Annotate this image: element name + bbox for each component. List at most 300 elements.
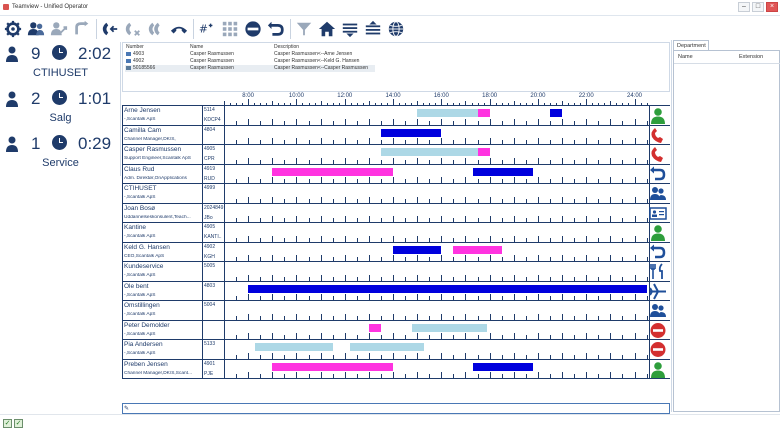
row-tick	[381, 121, 382, 125]
person-extension: 4905	[204, 224, 216, 230]
group-icon	[649, 302, 667, 319]
row-tick	[538, 353, 539, 359]
row-tick	[393, 236, 394, 242]
row-tick	[321, 197, 322, 203]
row-tick	[284, 355, 285, 359]
row-tick	[586, 216, 587, 222]
status-indicator[interactable]	[649, 283, 667, 300]
row-tick	[345, 197, 346, 203]
person-extension: 4999	[204, 185, 216, 191]
row-tick	[574, 160, 575, 164]
row-tick	[393, 138, 394, 144]
row-tick	[478, 199, 479, 203]
person-available-icon	[649, 361, 667, 378]
person-department: Support Engineer,Scantalk ApS	[124, 156, 191, 161]
row-tick	[574, 316, 575, 320]
schedule-bar-blue[interactable]	[473, 363, 533, 371]
row-tick	[478, 316, 479, 320]
row-tick	[622, 316, 623, 320]
row-tick	[296, 353, 297, 359]
row-tick	[610, 255, 611, 261]
home-button[interactable]	[316, 18, 338, 40]
call-number[interactable]: 50185566	[133, 65, 156, 71]
row-tick	[429, 374, 430, 378]
row-tick	[417, 353, 418, 359]
row-tick	[647, 335, 648, 339]
minimize-button[interactable]: –	[738, 2, 750, 12]
row-tick	[381, 160, 382, 164]
status-indicator[interactable]	[649, 166, 667, 183]
row-tick	[635, 158, 636, 164]
row-tick	[321, 216, 322, 222]
row-tick	[417, 236, 418, 242]
transfer-button[interactable]	[48, 18, 70, 40]
status-indicator[interactable]	[649, 361, 667, 378]
row-tick	[478, 121, 479, 125]
keypad-button[interactable]	[219, 18, 241, 40]
schedule-bar-lightblue[interactable]	[417, 109, 477, 117]
row-tick	[381, 218, 382, 222]
row-tick	[296, 119, 297, 125]
person-extension: 5004	[204, 302, 216, 308]
row-tick	[296, 294, 297, 300]
status-indicator[interactable]	[649, 205, 667, 222]
row-tick	[441, 138, 442, 144]
row-tick	[236, 296, 237, 300]
row-tick	[345, 119, 346, 125]
person-row[interactable]	[122, 321, 670, 341]
settings-button[interactable]	[2, 18, 24, 40]
column-header-number[interactable]: Number	[126, 44, 144, 50]
phone-busy-icon	[649, 127, 667, 144]
schedule-bar-blue[interactable]	[381, 129, 441, 137]
row-tick	[526, 257, 527, 261]
conference-button[interactable]	[145, 18, 167, 40]
row-tick	[647, 316, 648, 320]
row-tick	[538, 236, 539, 242]
row-tick	[622, 374, 623, 378]
status-indicator[interactable]	[649, 224, 667, 241]
person-row[interactable]	[122, 340, 670, 360]
person-row[interactable]	[122, 243, 670, 263]
call-name[interactable]: Casper Rasmussen	[190, 58, 234, 64]
call-description[interactable]: Casper Rasmussen<--Keld G. Hansen	[274, 58, 360, 64]
schedule-bar-magenta[interactable]	[478, 109, 490, 117]
row-tick	[453, 316, 454, 320]
app-icon	[3, 4, 9, 10]
row-tick	[490, 353, 491, 359]
row-tick	[333, 355, 334, 359]
row-tick	[369, 236, 370, 242]
row-tick	[574, 179, 575, 183]
row-tick	[357, 316, 358, 320]
schedule-bar-magenta[interactable]	[272, 168, 393, 176]
sort-down-button[interactable]	[339, 18, 361, 40]
check-icon[interactable]: ✓	[4, 420, 11, 427]
row-tick	[429, 277, 430, 281]
queue-item[interactable]	[0, 132, 121, 175]
status-indicator[interactable]	[649, 244, 667, 261]
person-row[interactable]	[122, 282, 670, 302]
row-tick	[224, 236, 225, 242]
window-title: Teamview - Unified Operator	[12, 4, 89, 10]
lunch-icon	[649, 263, 667, 280]
row-tick	[550, 257, 551, 261]
queue-name: Salg	[49, 112, 72, 124]
row-tick	[453, 199, 454, 203]
person-name: Peter Demolder	[124, 321, 170, 329]
person-row[interactable]	[122, 184, 670, 204]
row-tick	[490, 333, 491, 339]
row-tick	[333, 121, 334, 125]
row-tick	[369, 275, 370, 281]
row-tick	[321, 119, 322, 125]
row-tick	[586, 177, 587, 183]
person-department: Uddannelseskonsulent,Teach...	[124, 214, 191, 220]
call-list	[122, 42, 670, 92]
row-tick	[248, 294, 249, 300]
row-tick	[550, 335, 551, 339]
person-row[interactable]	[122, 301, 670, 321]
row-tick	[309, 238, 310, 242]
row-tick	[417, 177, 418, 183]
row-tick	[647, 218, 648, 222]
person-department: Channel Manager,DK/S,Scant...	[124, 370, 192, 376]
row-tick	[514, 236, 515, 242]
person-row[interactable]	[122, 165, 670, 185]
status-indicator[interactable]	[649, 185, 667, 202]
row-tick	[647, 140, 648, 144]
row-tick	[502, 238, 503, 242]
sort-up-button[interactable]	[362, 18, 384, 40]
row-tick	[321, 255, 322, 261]
airplane-icon	[649, 283, 667, 300]
row-tick	[357, 335, 358, 339]
row-tick	[393, 333, 394, 339]
status-indicator[interactable]	[649, 107, 667, 124]
row-tick	[538, 216, 539, 222]
sort-up-icon	[364, 20, 382, 38]
row-tick	[296, 255, 297, 261]
row-tick	[429, 199, 430, 203]
check-icon[interactable]: ✓	[15, 420, 22, 427]
row-tick	[284, 257, 285, 261]
call-name[interactable]: Casper Rasmussen	[190, 51, 234, 57]
header-divider	[674, 63, 780, 64]
schedule-bar-lightblue[interactable]	[255, 343, 332, 351]
person-name: Arne Jensen	[124, 107, 161, 114]
row-tick	[417, 333, 418, 339]
row-tick	[272, 275, 273, 281]
person-row[interactable]	[122, 145, 670, 165]
row-tick	[224, 333, 225, 339]
row-tick	[550, 355, 551, 359]
search-input[interactable]	[122, 403, 670, 414]
column-header-description[interactable]: Description	[274, 44, 300, 50]
hangup-button[interactable]	[168, 18, 190, 40]
row-tick	[562, 255, 563, 261]
row-tick	[465, 177, 466, 183]
column-header-name[interactable]: Name	[678, 54, 693, 60]
schedule-bar-magenta[interactable]	[369, 324, 381, 332]
row-tick	[514, 353, 515, 359]
row-tick	[465, 275, 466, 281]
queue-item[interactable]	[0, 42, 121, 85]
schedule-bar-blue[interactable]	[473, 168, 533, 176]
row-tick	[538, 158, 539, 164]
row-tick	[429, 160, 430, 164]
row-tick	[236, 140, 237, 144]
row-tick	[260, 121, 261, 125]
row-tick	[333, 277, 334, 281]
row-tick	[224, 138, 225, 144]
divert-button[interactable]	[265, 18, 287, 40]
person-department: -,Scantalk ApS	[124, 292, 156, 298]
phone-icon	[126, 66, 131, 70]
keypad-icon	[221, 20, 239, 38]
row-tick	[393, 372, 394, 378]
row-tick	[369, 197, 370, 203]
row-tick	[490, 255, 491, 261]
person-row[interactable]	[122, 223, 670, 243]
status-indicator[interactable]	[649, 322, 667, 339]
row-tick	[550, 179, 551, 183]
row-tick	[248, 119, 249, 125]
row-tick	[284, 374, 285, 378]
person-row[interactable]	[122, 106, 670, 126]
row-tick	[272, 177, 273, 183]
row-tick	[526, 316, 527, 320]
row-tick	[526, 355, 527, 359]
reject-button[interactable]	[122, 18, 144, 40]
schedule-bar-lightblue[interactable]	[381, 148, 478, 156]
person-initials: JBo	[204, 214, 213, 221]
redirect-icon	[73, 20, 91, 38]
person-extension: 2024849	[204, 204, 224, 211]
row-tick	[236, 238, 237, 242]
call-name[interactable]: Casper Rasmussen	[190, 65, 234, 71]
person-extension: 4804	[204, 126, 216, 133]
row-tick	[369, 333, 370, 339]
row-tick	[538, 314, 539, 320]
row-tick	[622, 277, 623, 281]
row-tick	[357, 355, 358, 359]
row-tick	[272, 138, 273, 144]
redirect-button[interactable]	[71, 18, 93, 40]
row-tick	[309, 199, 310, 203]
row-tick	[586, 236, 587, 242]
person-row[interactable]	[122, 126, 670, 146]
row-tick	[309, 218, 310, 222]
row-tick	[598, 199, 599, 203]
person-row[interactable]	[122, 204, 670, 224]
row-tick	[550, 277, 551, 281]
row-tick	[357, 257, 358, 261]
row-tick	[345, 177, 346, 183]
row-tick	[490, 294, 491, 300]
person-department: Adm. Direktør,OnApplications	[124, 175, 187, 181]
schedule-bar-blue[interactable]	[393, 246, 441, 254]
do-not-disturb-icon	[649, 341, 667, 358]
row-tick	[284, 296, 285, 300]
call-description[interactable]: Casper Rasmussen<--Arne Jensen	[274, 51, 353, 57]
row-tick	[465, 333, 466, 339]
row-tick	[562, 294, 563, 300]
status-indicator[interactable]	[649, 263, 667, 280]
row-tick	[405, 199, 406, 203]
row-tick	[465, 216, 466, 222]
row-tick	[369, 138, 370, 144]
row-tick	[514, 333, 515, 339]
row-tick	[272, 333, 273, 339]
row-tick	[405, 121, 406, 125]
person-row[interactable]	[122, 262, 670, 282]
row-tick	[417, 372, 418, 378]
row-tick	[441, 353, 442, 359]
row-tick	[490, 216, 491, 222]
row-tick	[526, 179, 527, 183]
status-indicator[interactable]	[649, 127, 667, 144]
contacts-button[interactable]	[25, 18, 47, 40]
row-tick	[478, 335, 479, 339]
call-number[interactable]: 4903	[133, 51, 145, 57]
row-tick	[598, 140, 599, 144]
call-icon	[126, 59, 131, 63]
schedule-bar-lightblue[interactable]	[412, 324, 487, 332]
row-tick	[490, 138, 491, 144]
filter-button[interactable]	[293, 18, 315, 40]
schedule-bar-blue[interactable]	[248, 285, 646, 293]
schedule-bar-blue[interactable]	[550, 109, 562, 117]
column-header-extension[interactable]: Extension	[739, 54, 764, 60]
row-tick	[333, 218, 334, 222]
row-tick	[514, 158, 515, 164]
axis-hour-label: 14:00	[385, 93, 401, 99]
row-tick	[296, 372, 297, 378]
column-header-name[interactable]: Name	[190, 44, 204, 50]
row-tick	[441, 275, 442, 281]
row-tick	[236, 277, 237, 281]
person-department: -,Scantalk ApS	[124, 117, 156, 122]
call-number[interactable]: 4902	[133, 58, 145, 64]
row-tick	[369, 294, 370, 300]
row-tick	[635, 216, 636, 222]
person-transfer-icon	[50, 20, 68, 38]
row-tick	[586, 294, 587, 300]
row-tick	[260, 277, 261, 281]
row-tick	[260, 296, 261, 300]
row-tick	[598, 335, 599, 339]
row-tick	[647, 296, 648, 300]
row-tick	[502, 296, 503, 300]
row-tick	[321, 138, 322, 144]
close-button[interactable]: ×	[766, 2, 778, 12]
row-tick	[405, 355, 406, 359]
row-tick	[538, 197, 539, 203]
status-indicator[interactable]	[649, 302, 667, 319]
row-tick	[478, 238, 479, 242]
queue-wait-time: 2:02	[78, 44, 112, 63]
schedule-bar-magenta[interactable]	[478, 148, 490, 156]
schedule-bar-magenta[interactable]	[272, 363, 393, 371]
phone-in-icon	[101, 20, 119, 38]
row-tick	[610, 138, 611, 144]
toolbar-separator	[193, 19, 194, 39]
row-tick	[321, 333, 322, 339]
row-tick	[465, 314, 466, 320]
row-tick	[429, 335, 430, 339]
row-tick	[309, 121, 310, 125]
row-tick	[405, 257, 406, 261]
person-available-icon	[649, 107, 667, 124]
row-tick	[224, 372, 225, 378]
row-tick	[441, 255, 442, 261]
status-indicator[interactable]	[649, 341, 667, 358]
row-tick	[405, 140, 406, 144]
person-name: Preben Jensen	[124, 360, 168, 368]
row-tick	[321, 314, 322, 320]
row-tick	[562, 216, 563, 222]
tab-department[interactable]: Department	[673, 40, 709, 50]
row-tick	[514, 119, 515, 125]
maximize-button[interactable]: □	[752, 2, 764, 12]
row-tick	[296, 177, 297, 183]
row-tick	[586, 119, 587, 125]
row-tick	[357, 160, 358, 164]
person-extension: 4905	[204, 146, 216, 152]
row-tick	[538, 372, 539, 378]
row-tick	[260, 140, 261, 144]
schedule-bar-lightblue[interactable]	[350, 343, 425, 351]
row-tick	[598, 238, 599, 242]
row-tick	[562, 314, 563, 320]
row-tick	[236, 335, 237, 339]
web-button[interactable]	[385, 18, 407, 40]
queue-name: Service	[42, 157, 79, 169]
pickup-button[interactable]	[99, 18, 121, 40]
row-tick	[333, 179, 334, 183]
row-tick	[598, 218, 599, 222]
row-tick	[465, 138, 466, 144]
row-tick	[490, 197, 491, 203]
queue-item[interactable]	[0, 87, 121, 130]
row-tick	[345, 333, 346, 339]
dialpad-button[interactable]	[196, 18, 218, 40]
row-tick	[248, 216, 249, 222]
row-tick	[441, 236, 442, 242]
row-tick	[574, 296, 575, 300]
row-tick	[453, 179, 454, 183]
row-tick	[465, 255, 466, 261]
row-tick	[345, 236, 346, 242]
dnd-button[interactable]	[242, 18, 264, 40]
row-tick	[526, 296, 527, 300]
row-tick	[260, 179, 261, 183]
row-tick	[224, 216, 225, 222]
schedule-bar-magenta[interactable]	[453, 246, 501, 254]
person-row[interactable]	[122, 360, 670, 380]
row-tick	[441, 119, 442, 125]
row-tick	[610, 275, 611, 281]
row-tick	[236, 179, 237, 183]
person-initials: KDCP4	[204, 117, 221, 123]
call-description[interactable]: Casper Rasmussen<--Casper Rasmussen	[274, 65, 369, 71]
row-tick	[296, 216, 297, 222]
row-tick	[622, 218, 623, 222]
row-tick	[562, 119, 563, 125]
status-indicator[interactable]	[649, 146, 667, 163]
time-axis	[122, 92, 670, 105]
